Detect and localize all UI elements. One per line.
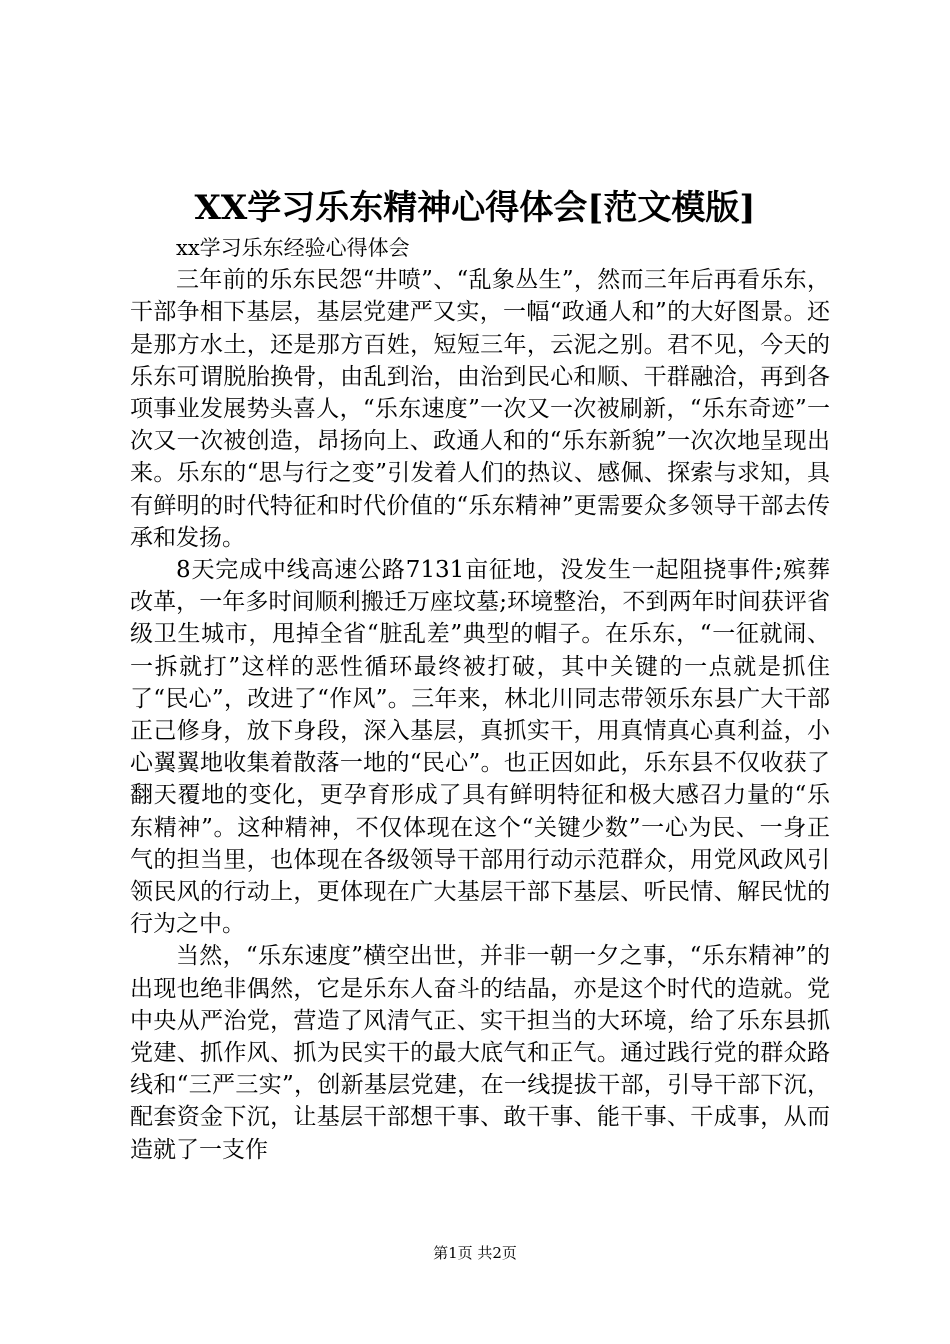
document-title: XX学习乐东精神心得体会[范文模版] <box>194 188 756 228</box>
paragraph: 8天完成中线高速公路7131亩征地，没发生一起阻挠事件;殡葬改革，一年多时间顺利搬迁万座坟墓;环境整治，不到两年时间获评省级卫生城市，甩掉全省“脏乱差”典型的帽子。在乐东，“一征就闹、一拆就打”这样的恶性循环最终被打破，其中关键的一点就是抓住了“民心”，改进了“作风”。三年来，林北川同志带领乐东县广大干部正己修身，放下身段，深入基层，真抓实干，用真情真心真利益，小心翼翼地收集着散落一地的“民心”。也正因如此，乐东县不仅收获了翻天覆地的变化，更孕育形成了具有鲜明特征和极大感召力量的“乐东精神”。这种精神，不仅体现在这个“关键少数”一心为民、一身正气的担当里，也体现在各级领导干部用行动示范群众，用党风政风引领民风的行动上，更体现在广大基层干部下基层、听民情、解民忧的行为之中。 <box>130 557 830 938</box>
document-body <box>130 232 830 1166</box>
document-subtitle: xx学习乐东经验心得体会 <box>176 236 410 260</box>
paragraph: 三年前的乐东民怨“井喷”、“乱象丛生”，然而三年后再看乐东，干部争相下基层，基层党建严又实，一幅“政通人和”的大好图景。还是那方水土，还是那方百姓，短短三年，云泥之别。君不见，今天的乐东可谓脱胎换骨，由乱到治，由治到民心和顺、干群融洽，再到各项事业发展势头喜人，“乐东速度”一次又一次被刷新，“乐东奇迹”一次又一次被创造，昂扬向上、政通人和的“乐东新貌”一次次地呈现出来。乐东的“思与行之变”引发着人们的热议、感佩、探索与求知，具有鲜明的时代特征和时代价值的“乐东精神”更需要众多领导干部去传承和发扬。 <box>130 267 830 551</box>
page-footer: 第1页 共2页 <box>433 1244 517 1262</box>
paragraph: 当然，“乐东速度”横空出世，并非一朝一夕之事，“乐东精神”的出现也绝非偶然，它是乐东人奋斗的结晶，亦是这个时代的造就。党中央从严治党，营造了风清气正、实干担当的大环境，给了乐东县抓党建、抓作风、抓为民实干的最大底气和正气。通过践行党的群众路线和“三严三实”，创新基层党建，在一线提拔干部，引导干部下沉，配套资金下沉，让基层干部想干事、敢干事、能干事、干成事，从而造就了一支作 <box>130 943 830 1163</box>
